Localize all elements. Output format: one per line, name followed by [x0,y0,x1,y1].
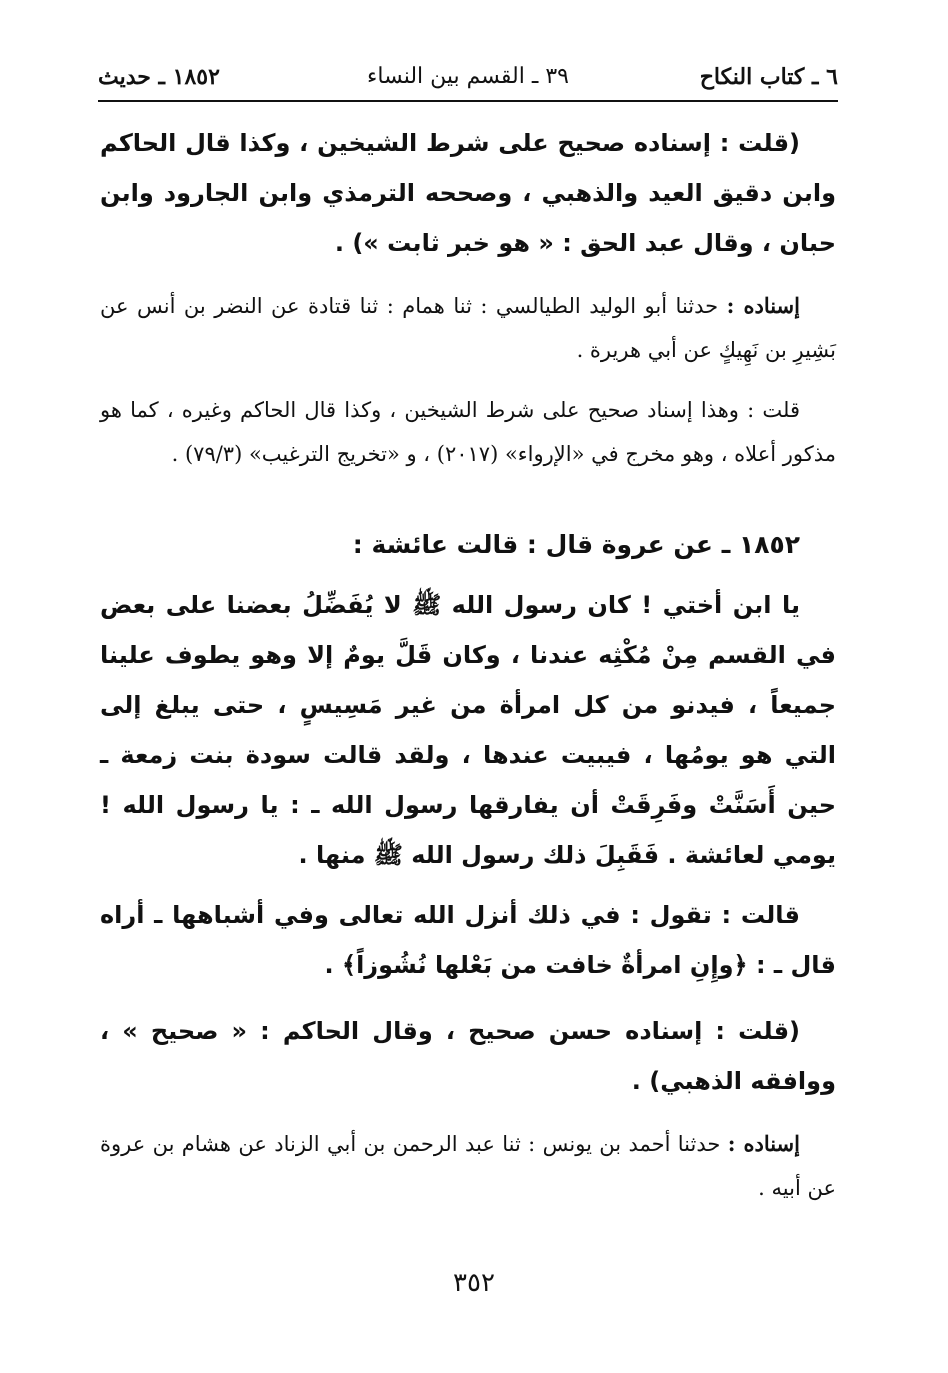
header-hadith-number: ١٨٥٢ ـ حديث [98,64,220,90]
hadith-text: يا ابن أختي ! كان رسول الله ﷺ لا يُفَضِّلُ بعضنا على بعض في القسم مِنْ مُكْثِه عندنا ، وكان قَلَّ يومٌ إلا وهو يطوف علينا جميعاً ، فيدنو من كل امرأة من غير مَسِيسٍ ، حتى يبلغ إلى التي هو يومُها ، فيبيت عندها ، ولقد قالت سودة بنت زمعة ـ حين أَسَنَّتْ وفَرِقَتْ أن يفارقها رسول الله ـ : يا رسول الله ! يومي لعائشة . فَقَبِلَ ذلك رسول الله ﷺ منها . [100,591,836,869]
page-number: ٣٥٢ [453,1268,495,1298]
authentication-note-2: (قلت : إسناده حسن صحيح ، وقال الحاكم : « صحيح » ، ووافقه الذهبي) . [100,1017,836,1095]
isnad-text: حدثنا أبو الوليد الطيالسي : ثنا همام : ثنا قتادة عن النضر بن أنس عن بَشِيرِ بن نَهِيكٍ عن أبي هريرة . [100,294,836,362]
page-body [100,118,836,1210]
isnad-label: إسناده : [727,1131,800,1156]
isnad-label: إسناده : [726,293,800,318]
commentary-paragraph: قلت : وهذا إسناد صحيح على شرط الشيخين ، وكذا قال الحاكم وغيره ، كما هو مذكور أعلاه ، وهو مخرج في «الإرواء» (٢٠١٧) ، و «تخريج الترغيب» (٧٩/٣) . [100,398,836,466]
hadith-quote: قالت : تقول : في ذلك أنزل الله تعالى وفي أشباهها ـ أراه قال ـ : ﴿وإِنِ امرأةٌ خافت من بَعْلها نُشُوزاً﴾ . [100,901,836,979]
isnad-paragraph-2 [100,1122,836,1210]
authentication-note-1: (قلت : إسناده صحيح على شرط الشيخين ، وكذا قال الحاكم وابن دقيق العيد والذهبي ، وصححه الترمذي وابن الجارود وابن حبان ، وقال عبد الحق : « هو خبر ثابت ») . [100,129,836,257]
isnad-paragraph-1 [100,284,836,372]
header-book-title: ٦ ـ كتاب النكاح [699,64,838,90]
isnad-text: حدثنا أحمد بن يونس : ثنا عبد الرحمن بن أبي الزناد عن هشام بن عروة عن أبيه . [100,1132,836,1200]
running-header [98,58,838,102]
header-chapter-title: ٣٩ ـ القسم بين النساء [367,64,569,89]
hadith-heading: ١٨٥٢ ـ عن عروة قال : قالت عائشة : [352,530,800,559]
